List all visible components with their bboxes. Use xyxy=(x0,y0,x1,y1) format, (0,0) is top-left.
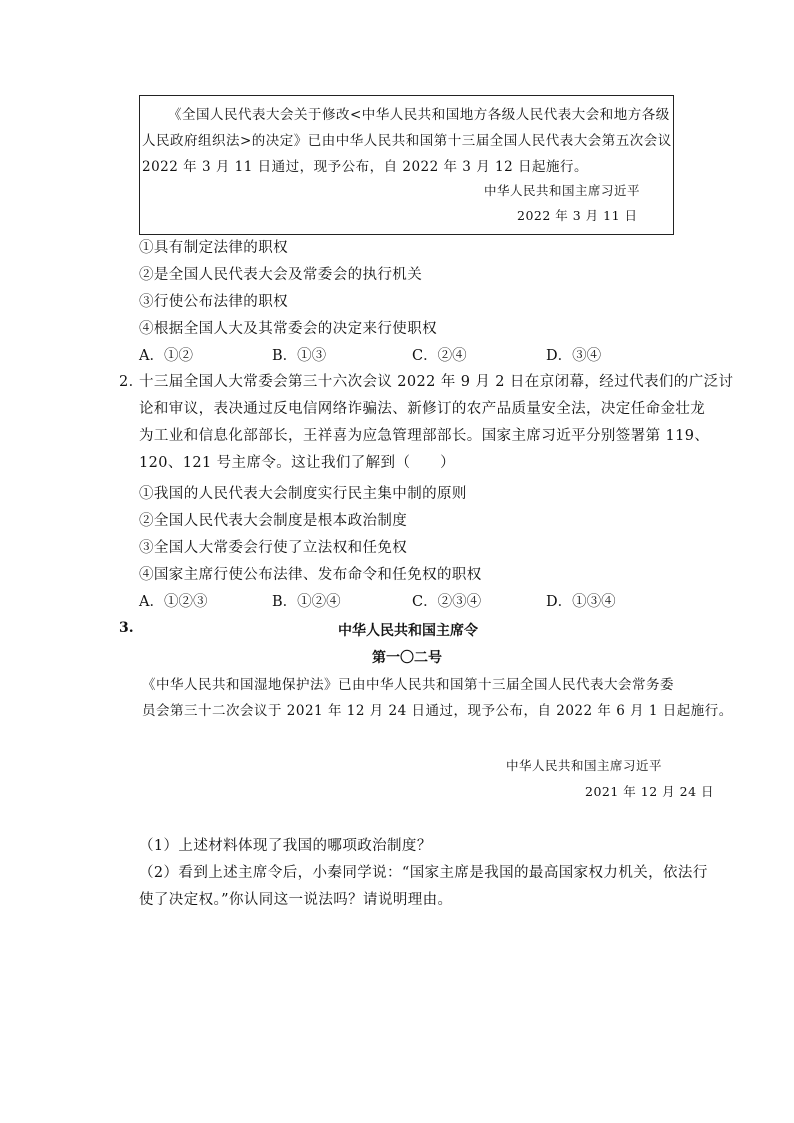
q2-stem-line1: 十三届全国人大常委会第三十六次会议 2022 年 9 月 2 日在京闭幕，经过代表们的广泛讨 xyxy=(139,374,734,390)
q1-material-line3: 2022 年 3 月 11 日通过，现予公布，自 2022 年 3 月 12 日起施行。 xyxy=(142,159,588,175)
q2-item-4: ④国家主席行使公布法律、发布命令和任免权的职权 xyxy=(139,567,482,583)
q3-decree-line2: 员会第三十二次会议于 2021 年 12 月 24 日通过，现予公布，自 2022 年 6 月 1 日起施行。 xyxy=(142,703,733,719)
q2-item-3: ③全国人大常委会行使了立法权和任免权 xyxy=(139,540,408,556)
q1-option-c[interactable]: C．②④ xyxy=(412,348,467,364)
q1-signer: 中华人民共和国主席习近平 xyxy=(484,183,641,198)
q1-option-d[interactable]: D．③④ xyxy=(546,348,602,364)
q3-order-number: 第一〇二号 xyxy=(372,650,442,666)
q2-option-d[interactable]: D．①③④ xyxy=(546,594,616,610)
q3-title: 中华人民共和国主席令 xyxy=(338,623,478,639)
q3-decree-line1: 《中华人民共和国湿地保护法》已由中华人民共和国第十三届全国人民代表大会常务委 xyxy=(142,677,674,693)
q1-date: 2022 年 3 月 11 日 xyxy=(517,208,638,223)
q3-sub-question-2-line2: 使了决定权。”你认同这一说法吗？请说明理由。 xyxy=(139,892,453,908)
q3-signer: 中华人民共和国主席习近平 xyxy=(506,758,663,773)
q3-number: 3. xyxy=(119,620,134,636)
q1-option-a[interactable]: A．①② xyxy=(139,348,193,364)
q3-sub-question-1: （1）上述材料体现了我国的哪项政治制度？ xyxy=(139,838,432,854)
q2-stem-line3: 为工业和信息化部部长，王祥喜为应急管理部部长。国家主席习近平分别签署第 119、 xyxy=(139,428,710,444)
q1-material-line1: 《全国人民代表大会关于修改<中华人民共和国地方各级人民代表大会和地方各级 xyxy=(168,107,670,123)
q1-item-4: ④根据全国人大及其常委会的决定来行使职权 xyxy=(139,321,437,337)
q2-option-c[interactable]: C．②③④ xyxy=(412,594,482,610)
q1-item-2: ②是全国人民代表大会及常委会的执行机关 xyxy=(139,267,423,283)
q2-stem-line2: 论和审议，表决通过反电信网络诈骗法、新修订的农产品质量安全法，决定任命金壮龙 xyxy=(139,401,706,417)
q1-item-1: ①具有制定法律的职权 xyxy=(139,240,288,256)
q2-item-2: ②全国人民代表大会制度是根本政治制度 xyxy=(139,513,408,529)
q2-option-b[interactable]: B．①②④ xyxy=(272,594,341,610)
q2-stem-line4: 120、121 号主席令。这让我们了解到（ ） xyxy=(139,455,456,471)
q3-sub-question-2-line1: （2）看到上述主席令后，小秦同学说：“国家主席是我国的最高国家权力机关，依法行 xyxy=(139,865,708,881)
q1-material-line2: 人民政府组织法>的决定》已由中华人民共和国第十三届全国人民代表大会第五次会议 xyxy=(142,133,672,149)
q3-date: 2021 年 12 月 24 日 xyxy=(585,784,714,799)
q1-item-3: ③行使公布法律的职权 xyxy=(139,294,288,310)
q2-item-1: ①我国的人民代表大会制度实行民主集中制的原则 xyxy=(139,486,467,502)
q1-option-b[interactable]: B．①③ xyxy=(272,348,327,364)
q2-number: 2． xyxy=(119,374,144,390)
q2-option-a[interactable]: A．①②③ xyxy=(139,594,208,610)
